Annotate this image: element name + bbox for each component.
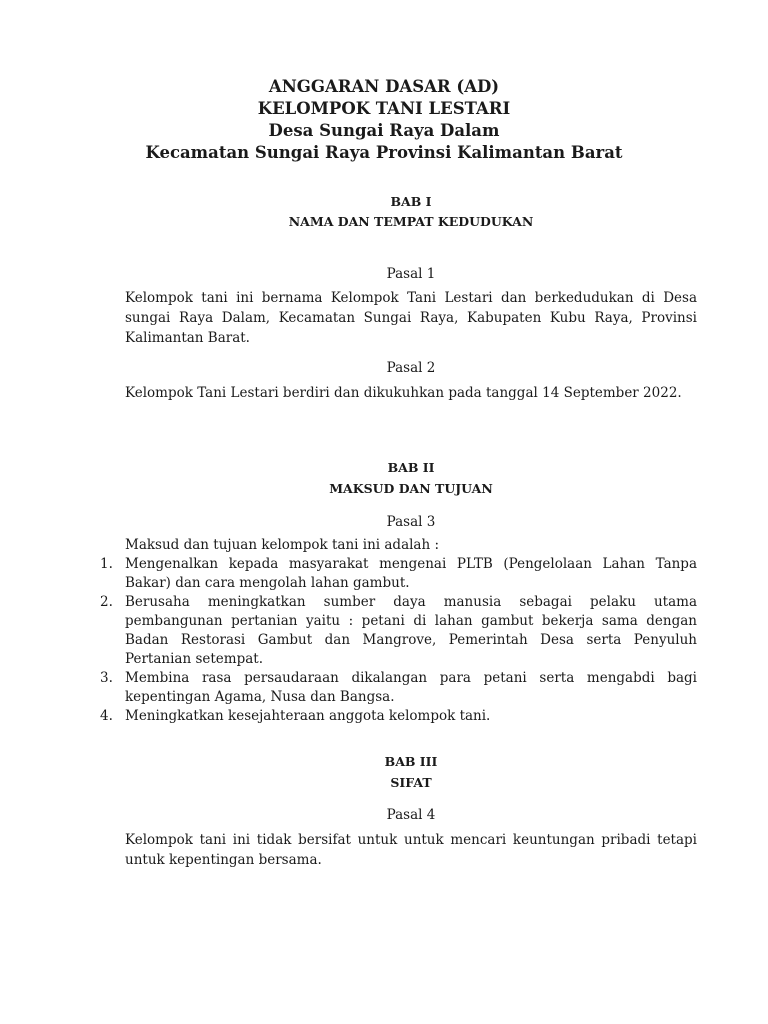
list-item-number: 2. bbox=[100, 594, 113, 610]
bab1-heading: NAMA DAN TEMPAT KEDUDUKAN bbox=[288, 214, 534, 229]
bab3-number: BAB III bbox=[384, 754, 438, 769]
pasal1-label: Pasal 1 bbox=[386, 266, 436, 282]
bab2-number: BAB II bbox=[387, 460, 435, 475]
list-item-number: 3. bbox=[100, 670, 113, 686]
pasal2-label: Pasal 2 bbox=[386, 360, 436, 376]
pasal3-label: Pasal 3 bbox=[386, 514, 436, 530]
list-item bbox=[100, 707, 697, 726]
document-title bbox=[0, 76, 768, 164]
list-item bbox=[100, 593, 697, 669]
list-item bbox=[100, 669, 697, 707]
list-item-number: 4. bbox=[100, 708, 113, 724]
title-line-3: Desa Sungai Raya Dalam bbox=[268, 121, 500, 140]
list-item-text: Mengenalkan kepada masyarakat mengenai PLTB (Pengelolaan Lahan Tanpa Bakar) dan cara mengolah lahan gambut. bbox=[125, 556, 697, 591]
bab2-heading: MAKSUD DAN TUJUAN bbox=[329, 481, 493, 496]
list-item-text: Meningkatkan kesejahteraan anggota kelompok tani. bbox=[125, 708, 491, 724]
pasal1-text: Kelompok tani ini bernama Kelompok Tani Lestari dan berkedudukan di Desa sungai Raya Dalam, Kecamatan Sungai Raya, Kabupaten Kubu Raya, Provinsi Kalimantan Barat. bbox=[125, 290, 697, 346]
list-item-text: Membina rasa persaudaraan dikalangan para petani serta mengabdi bagi kepentingan Agama, Nusa dan Bangsa. bbox=[125, 670, 697, 705]
pasal3-list bbox=[100, 555, 697, 726]
list-item-number: 1. bbox=[100, 556, 113, 572]
title-line-4: Kecamatan Sungai Raya Provinsi Kalimantan Barat bbox=[145, 143, 623, 162]
bab3-heading: SIFAT bbox=[390, 775, 432, 790]
title-line-1: ANGGARAN DASAR (AD) bbox=[268, 77, 500, 96]
list-item-text: Berusaha meningkatkan sumber daya manusia sebagai pelaku utama pembangunan pertanian yaitu : petani di lahan gambut bekerja sama dengan Badan Restorasi Gambut dan Mangrove, Pemerintah Desa serta Penyuluh Pertanian setempat. bbox=[125, 594, 697, 667]
pasal3-intro: Maksud dan tujuan kelompok tani ini adalah : bbox=[125, 537, 440, 553]
list-item bbox=[100, 555, 697, 593]
pasal2-text: Kelompok Tani Lestari berdiri dan dikukuhkan pada tanggal 14 September 2022. bbox=[125, 385, 682, 401]
title-line-2: KELOMPOK TANI LESTARI bbox=[257, 99, 511, 118]
pasal4-text: Kelompok tani ini tidak bersifat untuk untuk mencari keuntungan pribadi tetapi untuk kepentingan bersama. bbox=[125, 832, 697, 868]
bab1-number: BAB I bbox=[390, 194, 432, 209]
pasal4-label: Pasal 4 bbox=[386, 807, 436, 823]
